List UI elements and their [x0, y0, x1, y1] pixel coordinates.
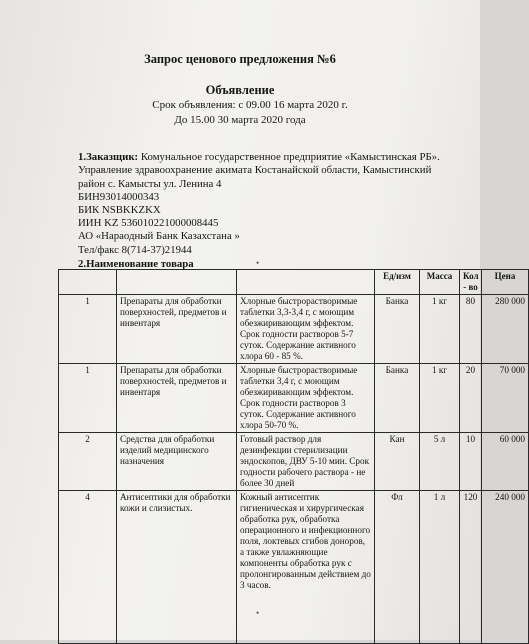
table-row [59, 364, 529, 433]
announcement-heading: Объявление [205, 83, 275, 97]
row-qty: 20 [460, 364, 482, 433]
header-cell [117, 270, 237, 295]
table-row [59, 433, 529, 491]
row-qty: 10 [460, 433, 482, 491]
customer-block [78, 151, 460, 191]
row-unit: Банка [375, 295, 420, 364]
row-mass: 1 кг [420, 295, 460, 364]
customer-iin: ИИН KZ 536010221000008445 [78, 217, 219, 229]
paper-speck: • [256, 258, 260, 268]
header-cell [59, 270, 117, 295]
row-description: Кожный антисептик гигиеническая и хирургическая обработка рук, обработка операционного и инфекционного поля, локтевых сгибов доноров, а также увлажняющие компоненты обработка рук с пролонгированным действием до 3 часов. [237, 491, 375, 644]
row-unit: Фл [375, 491, 420, 644]
row-description: Хлорные быстрорастворимые таблетки 3,3-3,4 г, с моющим обезжиривающим эффектом. Срок годности растворов 5-7 суток. Содержание активного хлора 60 - 85 %. [237, 295, 375, 364]
table-row [59, 295, 529, 364]
section-2-heading: 2.Наименование товара [78, 258, 194, 270]
customer-bank: АО «Нараодный Банк Казахстана » [78, 230, 240, 242]
row-number: 2 [59, 433, 117, 491]
customer-phone: Тел/факс 8(714-37)21944 [78, 244, 192, 256]
row-price: 280 000 [482, 295, 529, 364]
row-price: 60 000 [482, 433, 529, 491]
term-line-1: Срок объявления: с 09.00 16 марта 2020 г. [152, 99, 348, 111]
row-mass: 1 кг [420, 364, 460, 433]
table-row [59, 491, 529, 644]
row-mass: 5 л [420, 433, 460, 491]
row-qty: 80 [460, 295, 482, 364]
header-price: Цена [482, 270, 529, 295]
term-line-2: До 15.00 30 марта 2020 года [174, 114, 306, 126]
row-unit: Кан [375, 433, 420, 491]
customer-text: Комунальное государственное предприятие «Камыстинская РБ». Управление здравоохранение акимата Костанайской области, Камыстинский район с. Камысты ул. Ленина 4 [78, 151, 440, 190]
table-header-row [59, 270, 529, 295]
row-mass: 1 л [420, 491, 460, 644]
paper-speck: • [256, 608, 260, 618]
row-price: 70 000 [482, 364, 529, 433]
row-name: Антисептики для обработки кожи и слизистых. [117, 491, 237, 644]
header-cell [237, 270, 375, 295]
row-name: Препараты для обработки поверхностей, предметов и инвентаря [117, 295, 237, 364]
row-qty: 120 [460, 491, 482, 644]
row-price: 240 000 [482, 491, 529, 644]
row-description: Готовый раствор для дезинфекции стерилизации эндоскопов, ДВУ 5-10 мин. Срок годности рабочего раствора - не более 30 дней [237, 433, 375, 491]
header-qty: Кол - во [460, 270, 482, 295]
row-name: Препараты для обработки поверхностей, предметов и инвентаря [117, 364, 237, 433]
row-name: Средства для обработки изделий медицинского назначения [117, 433, 237, 491]
customer-bik: БИК NSBKKZKX [78, 204, 161, 216]
row-unit: Банка [375, 364, 420, 433]
header-unit: Ед/изм [375, 270, 420, 295]
row-number: 4 [59, 491, 117, 644]
header-mass: Масса [420, 270, 460, 295]
row-number: 1 [59, 295, 117, 364]
customer-bin: БИН93014000343 [78, 191, 160, 203]
row-description: Хлорные быстрорастворимые таблетки 3,4 г, с моющим обезжиривающим эффектом. Срок годности растворов 3 суток. Содержание активного хлора 50-70 %. [237, 364, 375, 433]
row-number: 1 [59, 364, 117, 433]
document-title: Запрос ценового предложения №6 [144, 52, 336, 66]
customer-label: 1.Заказщик: [78, 151, 139, 163]
goods-table [58, 269, 529, 644]
